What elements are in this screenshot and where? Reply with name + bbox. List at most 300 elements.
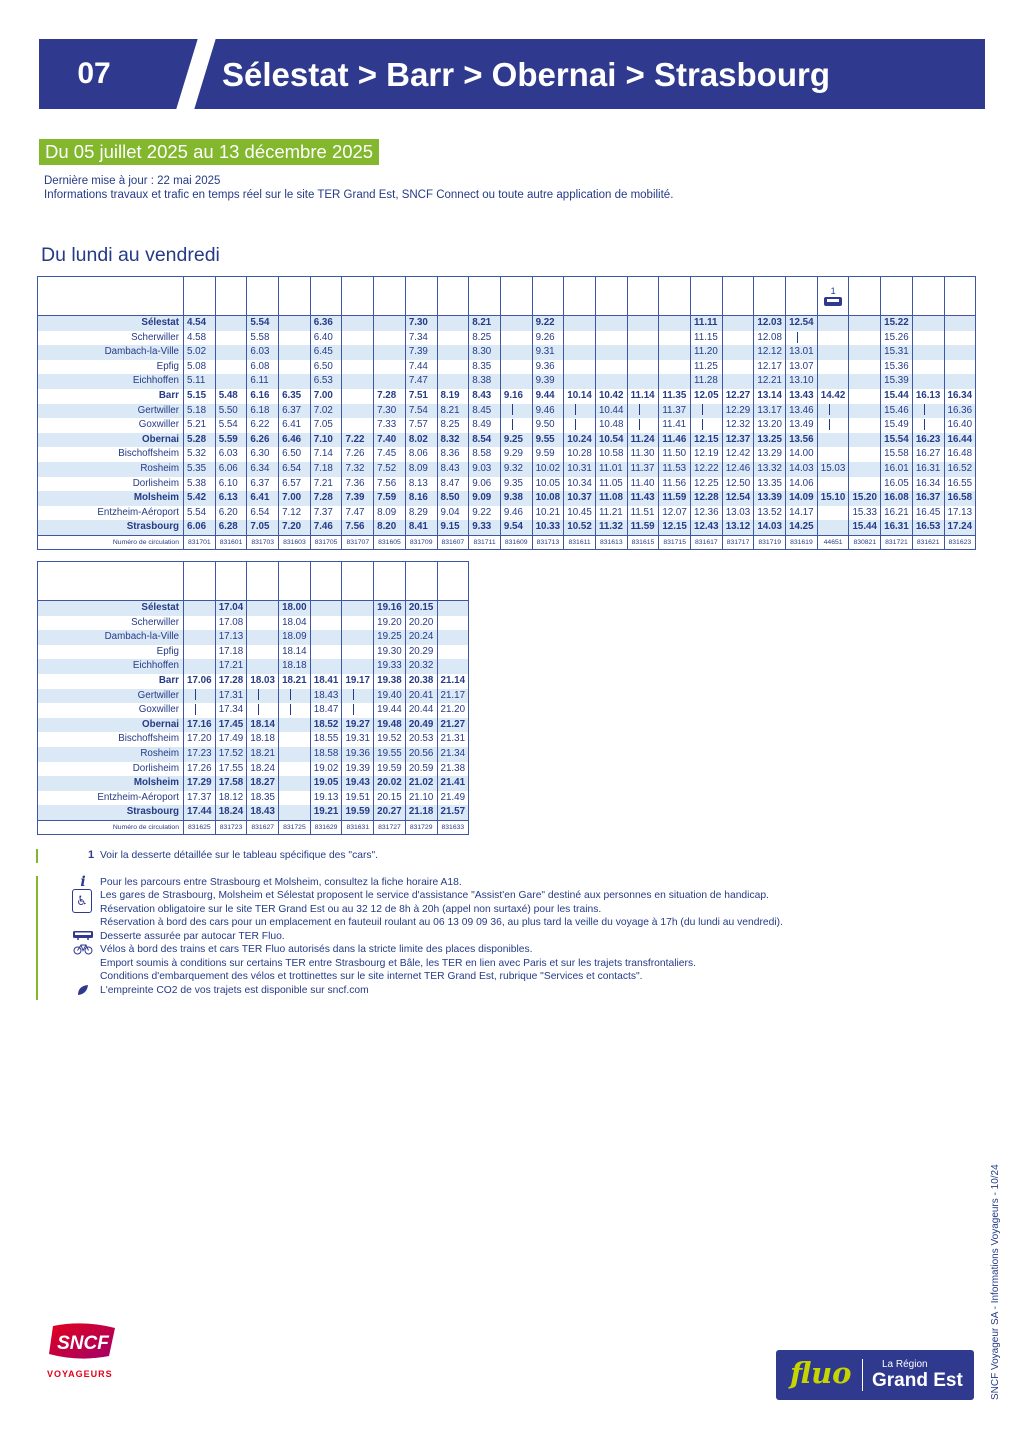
time-cell: 10.54: [595, 433, 627, 448]
column-header: [342, 277, 374, 316]
time-cell: 13.46: [786, 404, 818, 419]
time-cell: 14.03: [786, 462, 818, 477]
time-cell: 6.11: [247, 374, 279, 389]
time-cell: 15.33: [849, 506, 881, 521]
time-cell: [849, 418, 881, 433]
time-cell: 5.48: [215, 389, 247, 404]
time-cell: 13.29: [754, 447, 786, 462]
table-row: [38, 418, 976, 433]
circulation-number: 831727: [374, 820, 406, 834]
no-stop-mark: [912, 418, 944, 433]
time-cell: 17.44: [184, 805, 216, 820]
time-cell: 16.37: [912, 491, 944, 506]
time-cell: 16.58: [944, 491, 976, 506]
station-name: Barr: [38, 389, 184, 404]
time-cell: 5.28: [184, 433, 216, 448]
time-cell: 10.28: [564, 447, 596, 462]
time-cell: 9.22: [469, 506, 501, 521]
table-row: [38, 601, 469, 616]
time-cell: 20.53: [405, 732, 437, 747]
pass-through-line: [512, 419, 513, 430]
time-cell: 11.08: [595, 491, 627, 506]
time-cell: [437, 374, 469, 389]
time-cell: 7.05: [310, 418, 342, 433]
time-cell: 19.21: [310, 805, 342, 820]
time-cell: 9.26: [532, 331, 564, 346]
time-cell: 18.52: [310, 718, 342, 733]
column-header: [659, 277, 691, 316]
time-cell: 14.00: [786, 447, 818, 462]
footnote-item: [36, 889, 783, 908]
column-header: [881, 277, 913, 316]
time-cell: 8.43: [437, 462, 469, 477]
pass-through-line: [639, 404, 640, 415]
time-cell: [215, 374, 247, 389]
time-cell: 9.50: [532, 418, 564, 433]
time-cell: 19.05: [310, 776, 342, 791]
time-cell: [817, 345, 849, 360]
no-stop-mark: [627, 404, 659, 419]
pass-through-line: [702, 404, 703, 415]
header-slash: [175, 39, 217, 109]
time-cell: [184, 630, 216, 645]
time-cell: 18.35: [247, 791, 279, 806]
time-cell: 13.07: [786, 360, 818, 375]
circulation-number: 831629: [310, 820, 342, 834]
circulation-row: [38, 535, 976, 549]
time-cell: 12.03: [754, 316, 786, 331]
circulation-number: 44651: [817, 535, 849, 549]
table-row: [38, 689, 469, 704]
time-cell: 11.35: [659, 389, 691, 404]
footnote-item: [36, 903, 783, 917]
time-cell: [595, 316, 627, 331]
time-cell: 19.13: [310, 791, 342, 806]
no-stop-mark: [786, 331, 818, 346]
time-cell: 21.41: [437, 776, 469, 791]
time-cell: 16.36: [944, 404, 976, 419]
circulation-number: 831625: [184, 820, 216, 834]
time-cell: 20.44: [405, 703, 437, 718]
time-cell: [912, 360, 944, 375]
time-cell: [247, 616, 279, 631]
column-header: [310, 277, 342, 316]
time-cell: 4.54: [184, 316, 216, 331]
region-small: La Région: [882, 1359, 928, 1370]
time-cell: 18.21: [279, 674, 311, 689]
time-cell: 8.19: [437, 389, 469, 404]
time-cell: 6.06: [215, 462, 247, 477]
time-cell: [627, 316, 659, 331]
time-cell: [944, 374, 976, 389]
time-cell: [722, 374, 754, 389]
time-cell: 8.58: [469, 447, 501, 462]
time-cell: 8.32: [437, 433, 469, 448]
time-cell: 17.58: [215, 776, 247, 791]
time-cell: [659, 316, 691, 331]
column-header: [627, 277, 659, 316]
time-cell: 7.14: [310, 447, 342, 462]
time-cell: [817, 447, 849, 462]
time-cell: 7.30: [374, 404, 406, 419]
time-cell: 7.00: [279, 491, 311, 506]
info-block: [44, 174, 673, 202]
time-cell: 17.13: [215, 630, 247, 645]
time-cell: 16.34: [944, 389, 976, 404]
svg-text:SNCF: SNCF: [57, 1333, 109, 1354]
time-cell: 14.06: [786, 477, 818, 492]
time-cell: [500, 360, 532, 375]
time-cell: 15.54: [881, 433, 913, 448]
circulation-label: Numéro de circulation: [38, 535, 184, 549]
time-cell: 6.10: [215, 477, 247, 492]
circulation-number: 831615: [627, 535, 659, 549]
time-cell: 11.50: [659, 447, 691, 462]
time-cell: 6.53: [310, 374, 342, 389]
table-header-row: [38, 562, 469, 601]
time-cell: 7.21: [310, 477, 342, 492]
time-cell: 9.06: [469, 477, 501, 492]
column-header: [817, 277, 849, 316]
column-header: [374, 277, 406, 316]
no-stop-mark: [564, 404, 596, 419]
time-cell: [912, 345, 944, 360]
station-name: Rosheim: [38, 747, 184, 762]
time-cell: 15.20: [849, 491, 881, 506]
time-cell: 18.03: [247, 674, 279, 689]
time-cell: 11.41: [659, 418, 691, 433]
time-cell: 14.42: [817, 389, 849, 404]
station-name: Sélestat: [38, 316, 184, 331]
footnote-item: [36, 873, 783, 890]
time-cell: 17.13: [944, 506, 976, 521]
time-cell: 13.32: [754, 462, 786, 477]
circulation-number: 831711: [469, 535, 501, 549]
no-stop-mark: [342, 703, 374, 718]
time-cell: 13.35: [754, 477, 786, 492]
footnote-text: Réservation à bord des cars pour un emplacement en fauteuil roulant au 06 13 09 09 36, au plus tard la veille du voyage à 17h (du lundi au vendredi).: [100, 917, 783, 928]
time-cell: 13.56: [786, 433, 818, 448]
time-cell: [342, 374, 374, 389]
circulation-row: [38, 820, 469, 834]
footnote-item: [36, 984, 783, 998]
column-header: [469, 277, 501, 316]
column-header: [310, 562, 342, 601]
circulation-number: 831709: [405, 535, 437, 549]
time-cell: [437, 316, 469, 331]
time-cell: 17.31: [215, 689, 247, 704]
time-cell: 8.35: [469, 360, 501, 375]
table-row: [38, 645, 469, 660]
time-cell: 12.15: [691, 433, 723, 448]
time-cell: 12.42: [722, 447, 754, 462]
time-cell: 19.59: [374, 762, 406, 777]
station-name: Epfig: [38, 645, 184, 660]
time-cell: 9.44: [532, 389, 564, 404]
footnote-text: L'empreinte CO2 de vos trajets est disponible sur sncf.com: [100, 984, 369, 996]
time-cell: [247, 601, 279, 616]
column-header: [722, 277, 754, 316]
time-cell: 7.45: [374, 447, 406, 462]
time-cell: 5.42: [184, 491, 216, 506]
time-cell: 20.15: [405, 601, 437, 616]
time-cell: 17.55: [215, 762, 247, 777]
station-name: Epfig: [38, 360, 184, 375]
time-cell: 12.29: [722, 404, 754, 419]
time-cell: 18.09: [279, 630, 311, 645]
time-cell: [279, 331, 311, 346]
time-cell: 10.58: [595, 447, 627, 462]
no-stop-mark: [817, 418, 849, 433]
time-cell: [595, 374, 627, 389]
column-header: [184, 277, 216, 316]
time-cell: 7.46: [310, 520, 342, 535]
footnote-item: [36, 849, 783, 863]
no-stop-mark: [184, 689, 216, 704]
time-cell: 17.21: [215, 659, 247, 674]
time-cell: [722, 360, 754, 375]
time-cell: [849, 360, 881, 375]
time-cell: 12.50: [722, 477, 754, 492]
time-cell: 19.59: [342, 805, 374, 820]
time-cell: 11.28: [691, 374, 723, 389]
time-cell: 21.38: [437, 762, 469, 777]
station-name: Molsheim: [38, 776, 184, 791]
table-row: [38, 659, 469, 674]
circulation-number: 831605: [374, 535, 406, 549]
table-row: [38, 718, 469, 733]
time-cell: 16.13: [912, 389, 944, 404]
time-cell: [342, 418, 374, 433]
time-cell: 14.17: [786, 506, 818, 521]
time-cell: 14.03: [754, 520, 786, 535]
time-cell: 18.04: [279, 616, 311, 631]
time-cell: 7.36: [342, 477, 374, 492]
time-cell: 9.33: [469, 520, 501, 535]
time-cell: [279, 791, 311, 806]
time-cell: [279, 316, 311, 331]
time-cell: 9.29: [500, 447, 532, 462]
time-cell: [849, 389, 881, 404]
time-cell: 12.54: [722, 491, 754, 506]
time-cell: [342, 601, 374, 616]
time-cell: 17.52: [215, 747, 247, 762]
time-cell: 16.31: [912, 462, 944, 477]
time-cell: 13.01: [786, 345, 818, 360]
time-cell: 18.14: [247, 718, 279, 733]
station-name: Obernai: [38, 433, 184, 448]
time-cell: 6.50: [310, 360, 342, 375]
time-cell: 12.08: [754, 331, 786, 346]
footnote-item: [36, 957, 783, 971]
time-cell: [310, 659, 342, 674]
no-stop-mark: [184, 703, 216, 718]
time-cell: 21.57: [437, 805, 469, 820]
station-name: Gertwiller: [38, 404, 184, 419]
time-cell: 6.22: [247, 418, 279, 433]
time-cell: 5.02: [184, 345, 216, 360]
time-cell: 8.45: [469, 404, 501, 419]
column-header: [944, 277, 976, 316]
time-cell: [849, 447, 881, 462]
circulation-number: 831623: [944, 535, 976, 549]
table-row: [38, 805, 469, 820]
time-cell: 6.34: [247, 462, 279, 477]
footnote-item: [36, 943, 783, 957]
table-row: [38, 791, 469, 806]
table-row: [38, 345, 976, 360]
time-cell: 19.30: [374, 645, 406, 660]
time-cell: 10.34: [564, 477, 596, 492]
column-header: [279, 277, 311, 316]
time-cell: 7.30: [405, 316, 437, 331]
time-cell: 12.15: [659, 520, 691, 535]
validity-period: Du 05 juillet 2025 au 13 décembre 2025: [39, 139, 379, 165]
time-cell: [342, 616, 374, 631]
time-cell: 19.33: [374, 659, 406, 674]
time-cell: [627, 374, 659, 389]
time-cell: 4.58: [184, 331, 216, 346]
time-cell: 12.25: [691, 477, 723, 492]
time-cell: [374, 331, 406, 346]
circulation-number: 831631: [342, 820, 374, 834]
time-cell: 10.44: [595, 404, 627, 419]
time-cell: 6.35: [279, 389, 311, 404]
station-name: Bischoffsheim: [38, 732, 184, 747]
time-cell: 18.58: [310, 747, 342, 762]
time-cell: [595, 331, 627, 346]
pass-through-line: [924, 419, 925, 430]
time-cell: 7.22: [342, 433, 374, 448]
time-cell: [500, 331, 532, 346]
time-cell: 21.34: [437, 747, 469, 762]
column-header: [405, 562, 437, 601]
time-cell: [595, 360, 627, 375]
time-cell: 11.51: [627, 506, 659, 521]
table-row: [38, 674, 469, 689]
table-row: [38, 360, 976, 375]
column-header: [754, 277, 786, 316]
no-stop-mark: [691, 418, 723, 433]
time-cell: 12.12: [754, 345, 786, 360]
no-stop-mark: [817, 404, 849, 419]
line-number: 07: [77, 57, 111, 90]
station-name: Obernai: [38, 718, 184, 733]
time-cell: 10.45: [564, 506, 596, 521]
time-cell: [342, 316, 374, 331]
time-cell: 6.45: [310, 345, 342, 360]
time-cell: [247, 630, 279, 645]
time-cell: [944, 316, 976, 331]
time-cell: 8.41: [405, 520, 437, 535]
time-cell: [437, 630, 469, 645]
time-cell: 6.28: [215, 520, 247, 535]
time-cell: 5.50: [215, 404, 247, 419]
column-header: [437, 277, 469, 316]
time-cell: [437, 645, 469, 660]
time-cell: 7.47: [342, 506, 374, 521]
accessibility-icon: ♿: [72, 889, 92, 913]
timetable-weekday-1: [37, 276, 976, 550]
time-cell: [817, 477, 849, 492]
time-cell: 15.26: [881, 331, 913, 346]
time-cell: [627, 331, 659, 346]
time-cell: 12.19: [691, 447, 723, 462]
time-cell: [659, 374, 691, 389]
time-cell: 6.16: [247, 389, 279, 404]
time-cell: 8.36: [437, 447, 469, 462]
time-cell: [564, 316, 596, 331]
time-cell: 12.43: [691, 520, 723, 535]
time-cell: 20.32: [405, 659, 437, 674]
circulation-number: 831627: [247, 820, 279, 834]
column-header: [691, 277, 723, 316]
time-cell: [247, 645, 279, 660]
time-cell: 11.01: [595, 462, 627, 477]
time-cell: 5.18: [184, 404, 216, 419]
time-cell: 10.48: [595, 418, 627, 433]
circulation-number: 831611: [564, 535, 596, 549]
time-cell: 6.46: [279, 433, 311, 448]
time-cell: 7.51: [405, 389, 437, 404]
time-cell: 9.15: [437, 520, 469, 535]
time-cell: [184, 659, 216, 674]
time-cell: [564, 374, 596, 389]
time-cell: 5.54: [184, 506, 216, 521]
circulation-number: 831617: [691, 535, 723, 549]
time-cell: 13.52: [754, 506, 786, 521]
time-cell: 12.27: [722, 389, 754, 404]
circulation-label: Numéro de circulation: [38, 820, 184, 834]
bus-icon: [824, 297, 842, 306]
time-cell: [279, 747, 311, 762]
time-cell: [279, 762, 311, 777]
table-row: [38, 506, 976, 521]
time-cell: 21.18: [405, 805, 437, 820]
pass-through-line: [924, 404, 925, 415]
table-row: [38, 462, 976, 477]
time-cell: 19.25: [374, 630, 406, 645]
time-cell: [437, 659, 469, 674]
time-cell: 17.16: [184, 718, 216, 733]
time-cell: 8.38: [469, 374, 501, 389]
circulation-number: 831613: [595, 535, 627, 549]
station-name: Sélestat: [38, 601, 184, 616]
time-cell: [817, 360, 849, 375]
time-cell: 12.36: [691, 506, 723, 521]
time-cell: [564, 331, 596, 346]
column-header: [595, 277, 627, 316]
time-cell: [215, 360, 247, 375]
time-cell: [912, 374, 944, 389]
time-cell: 5.32: [184, 447, 216, 462]
column-header: [279, 562, 311, 601]
footnote-item: [36, 930, 783, 944]
time-cell: 6.40: [310, 331, 342, 346]
time-cell: 20.20: [405, 616, 437, 631]
time-cell: 10.24: [564, 433, 596, 448]
circulation-number: 831619: [786, 535, 818, 549]
region-big: Grand Est: [872, 1370, 963, 1391]
time-cell: 5.54: [247, 316, 279, 331]
time-cell: 16.52: [944, 462, 976, 477]
time-cell: [817, 316, 849, 331]
time-cell: [595, 345, 627, 360]
time-cell: 15.22: [881, 316, 913, 331]
time-cell: 10.42: [595, 389, 627, 404]
column-header: [564, 277, 596, 316]
pass-through-line: [575, 404, 576, 415]
